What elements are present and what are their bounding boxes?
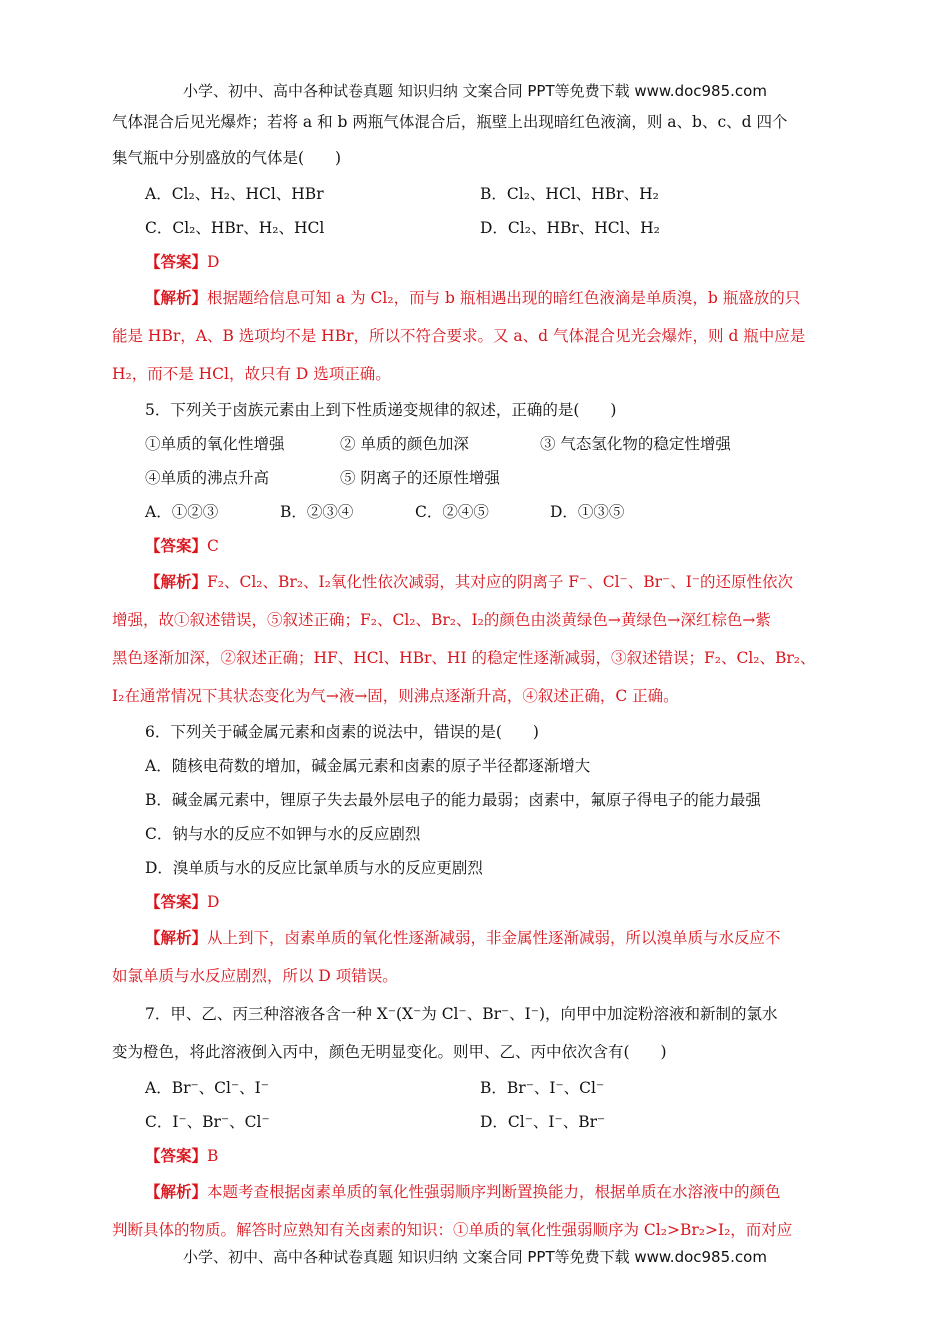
q4-option-c: C．Cl₂、HBr、H₂、HCl [145, 219, 325, 237]
q7-option-b: B．Br⁻、I⁻、Cl⁻ [480, 1079, 605, 1097]
q5-statement-4: ④单质的沸点升高 [145, 469, 270, 487]
q5-option-d: D．①③⑤ [550, 503, 625, 521]
analysis-text: 从上到下，卤素单质的氧化性逐渐减弱，非金属性逐渐减弱，所以溴单质与水反应不 [207, 929, 781, 947]
q5-options-row [112, 495, 840, 529]
q4-option-b: B．Cl₂、HCl、HBr、H₂ [480, 185, 659, 203]
q7-options-row [112, 1105, 840, 1139]
answer-value: D [207, 893, 220, 911]
q5-analysis-line [112, 563, 840, 601]
q7-option-d: D．Cl⁻、I⁻、Br⁻ [480, 1113, 606, 1131]
q7-analysis-line: 判断具体的物质。解答时应熟知有关卤素的知识：①单质的氧化性强弱顺序为 Cl₂>Br₂>I₂，而对应 [112, 1221, 793, 1239]
header-banner: 小学、初中、高中各种试卷真题 知识归纳 文案合同 PPT等免费下载 www.doc985.com [183, 82, 767, 100]
analysis-label: 【解析】 [145, 1182, 208, 1201]
analysis-label: 【解析】 [145, 928, 208, 947]
q4-stem-line: 集气瓶中分别盛放的气体是( ) [112, 149, 342, 167]
q5-analysis-line: 增强，故①叙述错误，⑤叙述正确；F₂、Cl₂、Br₂、I₂的颜色由淡黄绿色→黄绿色→深红棕色→紫 [112, 611, 771, 629]
answer-value: D [207, 253, 220, 271]
answer-value: C [207, 537, 219, 555]
q5-statement-5: ⑤ 阴离子的还原性增强 [340, 469, 500, 487]
q5-statements-row [112, 427, 840, 461]
q5-option-a: A．①②③ [145, 503, 219, 521]
answer-label: 【答案】 [145, 536, 208, 555]
q7-stem-line: 7．甲、乙、丙三种溶液各含一种 X⁻(X⁻为 Cl⁻、Br⁻、I⁻)，向甲中加淀粉溶液和新制的氯水 [145, 1005, 778, 1023]
analysis-label: 【解析】 [145, 572, 208, 591]
q7-answer [112, 1139, 840, 1173]
q4-options-row [112, 177, 840, 211]
q5-analysis-line: I₂在通常情况下其状态变化为气→液→固，则沸点逐渐升高，④叙述正确，C 正确。 [112, 687, 679, 705]
answer-label: 【答案】 [145, 1146, 208, 1165]
q6-analysis-line [112, 919, 840, 957]
q4-options-row [112, 211, 840, 245]
answer-value: B [207, 1147, 219, 1165]
q4-analysis-line: H₂，而不是 HCl，故只有 D 选项正确。 [112, 365, 391, 383]
footer-banner: 小学、初中、高中各种试卷真题 知识归纳 文案合同 PPT等免费下载 www.doc985.com [183, 1248, 767, 1266]
q4-option-d: D．Cl₂、HBr、HCl、H₂ [480, 219, 660, 237]
q6-option-b: B．碱金属元素中，锂原子失去最外层电子的能力最弱；卤素中，氟原子得电子的能力最强 [145, 791, 761, 809]
q5-statement-1: ①单质的氧化性增强 [145, 435, 285, 453]
analysis-text: 本题考查根据卤素单质的氧化性强弱顺序判断置换能力，根据单质在水溶液中的颜色 [207, 1183, 781, 1201]
q6-analysis-line: 如氯单质与水反应剧烈，所以 D 项错误。 [112, 967, 398, 985]
q5-option-c: C．②④⑤ [415, 503, 489, 521]
q5-statement-2: ② 单质的颜色加深 [340, 435, 469, 453]
q4-analysis-line [112, 279, 840, 317]
q6-option-a: A．随核电荷数的增加，碱金属元素和卤素的原子半径都逐渐增大 [145, 757, 591, 775]
q5-analysis-line: 黑色逐渐加深，②叙述正确；HF、HCl、HBr、HI 的稳定性逐渐减弱，③叙述错误；F₂、Cl₂、Br₂、 [112, 649, 816, 667]
q5-statement-3: ③ 气态氢化物的稳定性增强 [540, 435, 731, 453]
q7-stem-line: 变为橙色，将此溶液倒入丙中，颜色无明显变化。则甲、乙、丙中依次含有( ) [112, 1043, 667, 1061]
q4-option-a: A．Cl₂、H₂、HCl、HBr [145, 185, 324, 203]
q6-stem: 6．下列关于碱金属元素和卤素的说法中，错误的是( ) [145, 723, 539, 741]
q6-answer [112, 885, 840, 919]
analysis-text: 根据题给信息可知 a 为 Cl₂，而与 b 瓶相遇出现的暗红色液滴是单质溴，b 瓶盛放的只 [207, 289, 801, 307]
q4-stem-line: 气体混合后见光爆炸；若将 a 和 b 两瓶气体混合后，瓶壁上出现暗红色液滴，则 a、b、c、d 四个 [112, 113, 788, 131]
q4-answer [112, 245, 840, 279]
q7-option-c: C．I⁻、Br⁻、Cl⁻ [145, 1113, 270, 1131]
answer-label: 【答案】 [145, 252, 208, 271]
answer-label: 【答案】 [145, 892, 208, 911]
q5-answer [112, 529, 840, 563]
q5-stem: 5．下列关于卤族元素由上到下性质递变规律的叙述，正确的是( ) [145, 401, 617, 419]
analysis-text: F₂、Cl₂、Br₂、I₂氧化性依次减弱，其对应的阴离子 F⁻、Cl⁻、Br⁻、I⁻的还原性依次 [207, 573, 794, 591]
q7-option-a: A．Br⁻、Cl⁻、I⁻ [145, 1079, 269, 1097]
q5-option-b: B．②③④ [280, 503, 354, 521]
q7-options-row [112, 1071, 840, 1105]
q7-analysis-line [112, 1173, 840, 1211]
q6-option-d: D．溴单质与水的反应比氯单质与水的反应更剧烈 [145, 859, 483, 877]
q5-statements-row [112, 461, 840, 495]
analysis-label: 【解析】 [145, 288, 208, 307]
page-content [112, 105, 840, 1249]
q4-analysis-line: 能是 HBr，A、B 选项均不是 HBr，所以不符合要求。又 a、d 气体混合见光会爆炸，则 d 瓶中应是 [112, 327, 806, 345]
q6-option-c: C．钠与水的反应不如钾与水的反应剧烈 [145, 825, 421, 843]
